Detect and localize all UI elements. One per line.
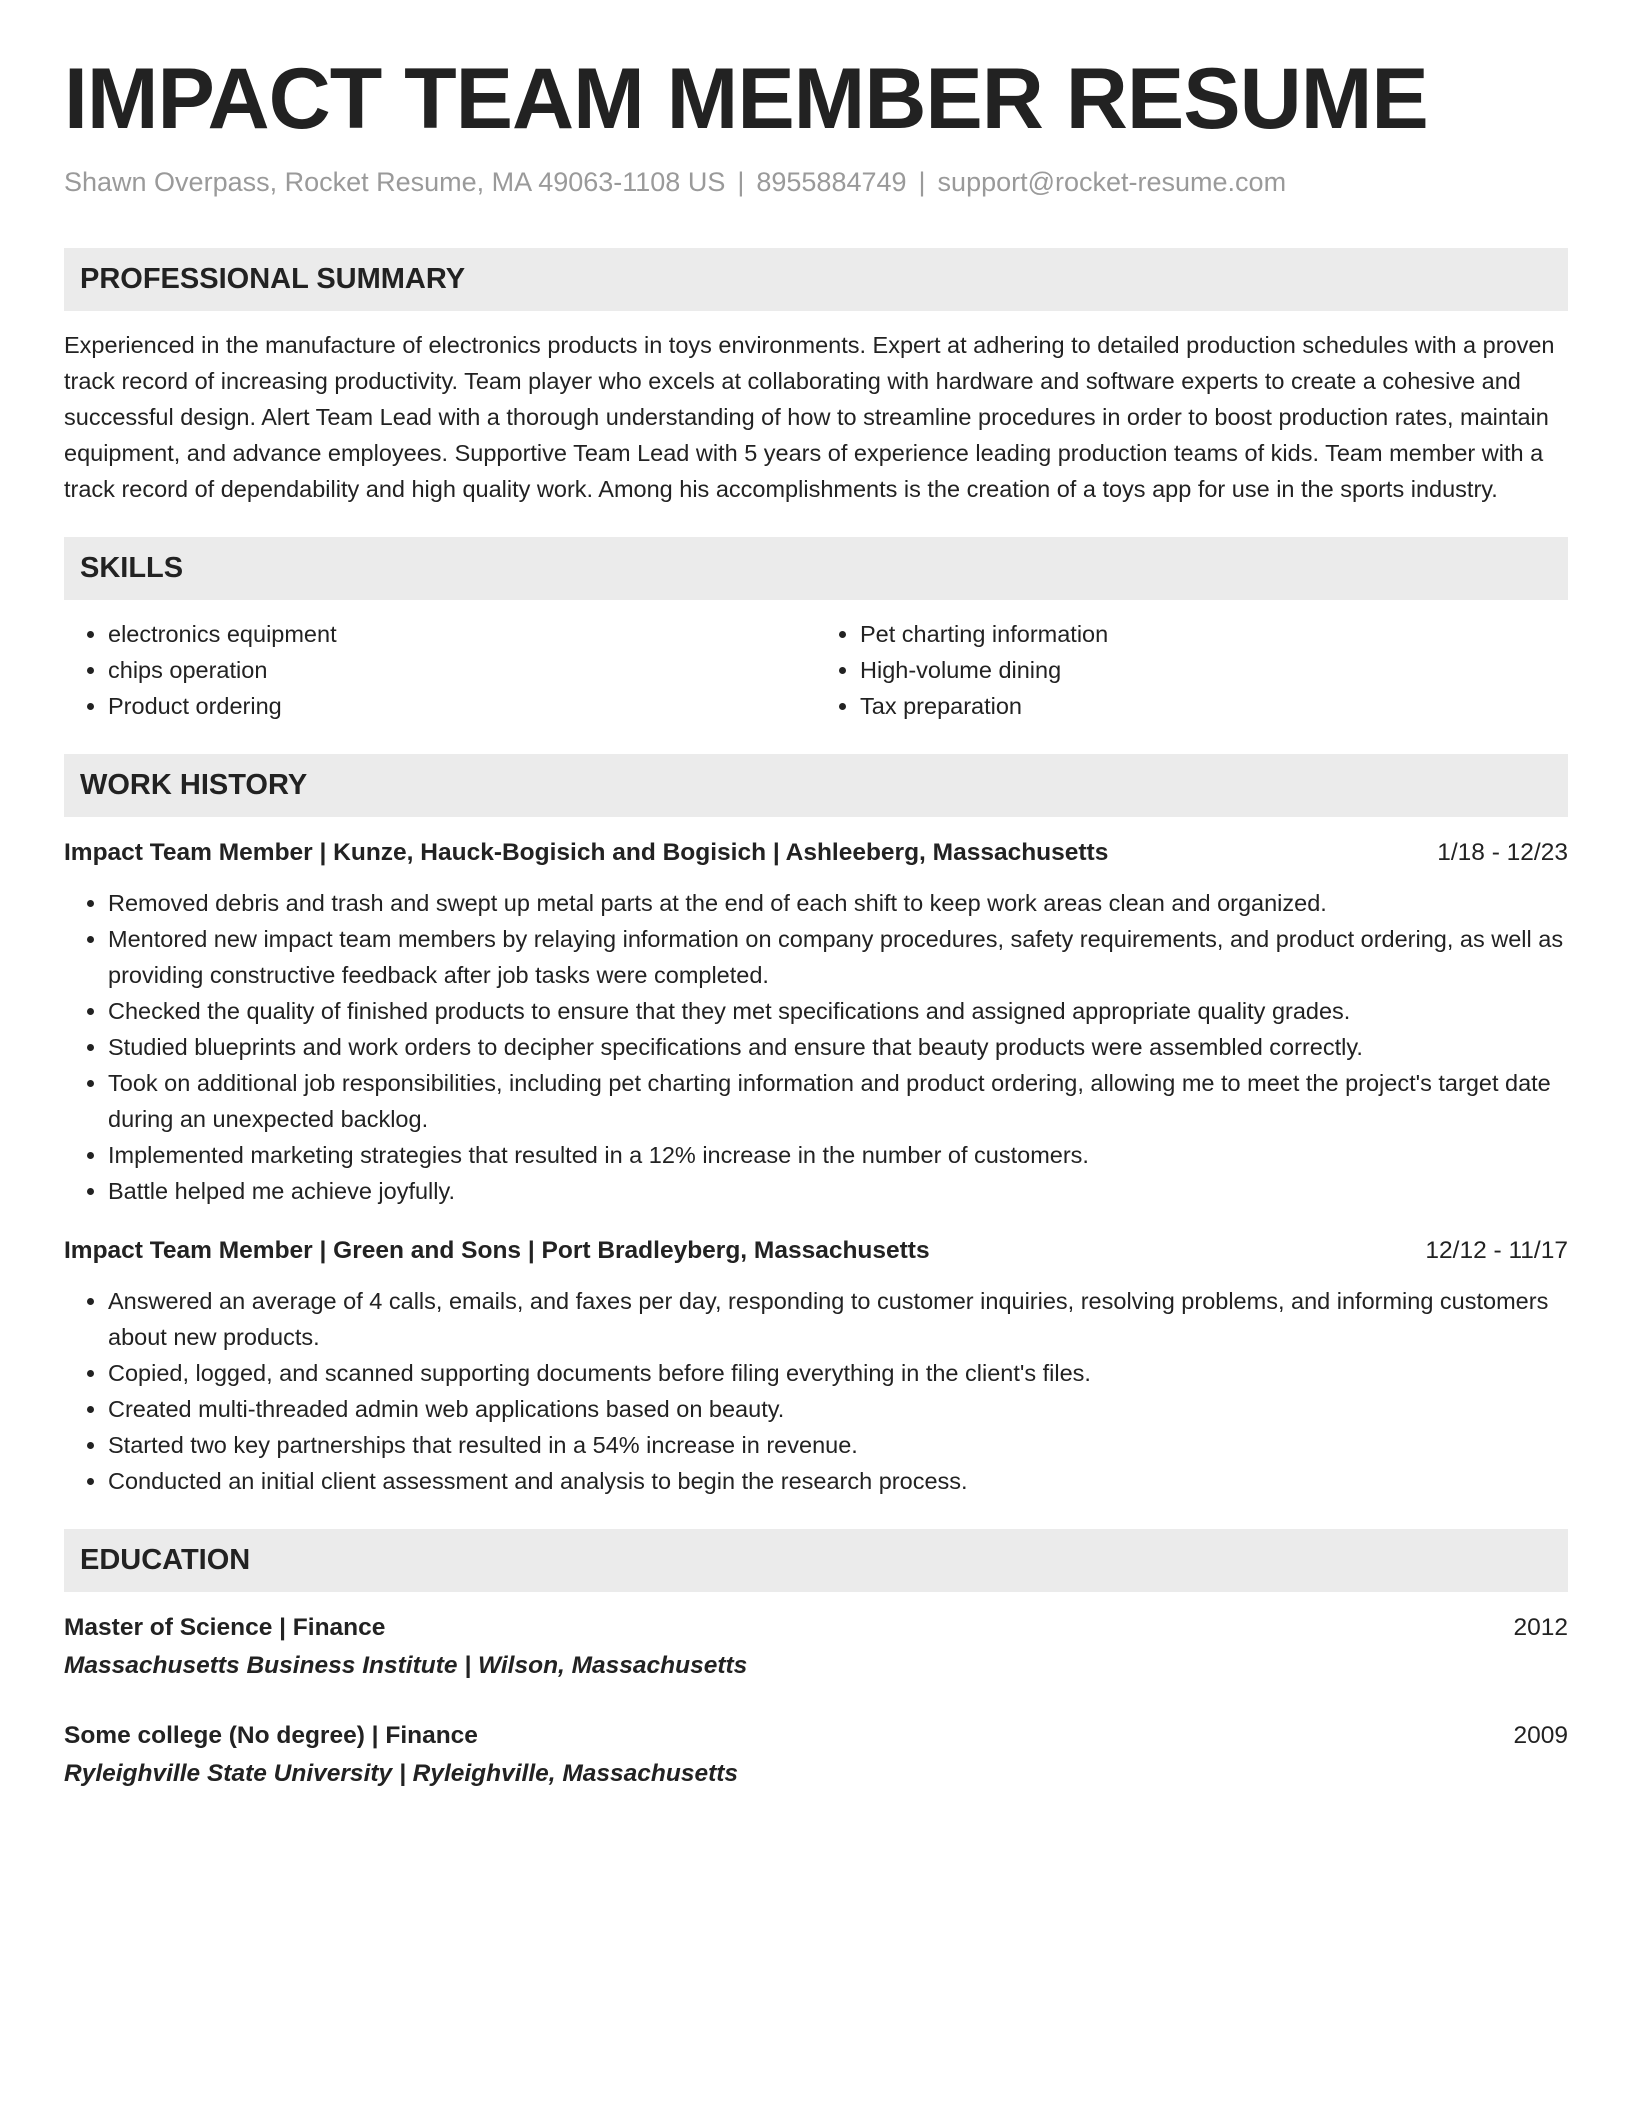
education-degree: Some college (No degree) | Finance (64, 1722, 478, 1750)
education-degree: Master of Science | Finance (64, 1614, 386, 1642)
summary-text: Experienced in the manufacture of electronics products in toys environments. Expert at adhering to detailed production schedules with a proven track record of increasing productivity. Team player who excels at collaborating with hardware and software experts to create a cohesive and successful design. Alert Team Lead with a thorough understanding of how to streamline procedures in order to boost production rates, maintain equipment, and advance employees. Supportive Team Lead with 5 years of experience leading production teams of kids. Team member with a track record of dependability and high quality work. Among his accomplishments is the creation of a toys app for use in the sports industry. (64, 332, 1555, 503)
job-bullet: • Answered an average of 4 calls, emails, and faxes per day, responding to customer inquiries, resolving problems, and informing customers about new products. (108, 1283, 1568, 1355)
job-bullet: • Battle helped me achieve joyfully. (108, 1173, 1568, 1209)
summary-section-header: PROFESSIONAL SUMMARY (64, 248, 1568, 311)
contact-line (64, 166, 1568, 198)
job-header (64, 1233, 1568, 1269)
education-header (64, 1610, 1568, 1646)
education-header (64, 1718, 1568, 1754)
job-bullet: • Conducted an initial client assessment and analysis to begin the research process. (108, 1463, 1568, 1499)
skill-item: • chips operation (108, 652, 816, 688)
job-title: Impact Team Member | Kunze, Hauck-Bogisich and Bogisich | Ashleeberg, Massachusetts (64, 839, 1109, 867)
skill-item: • electronics equipment (108, 616, 816, 652)
job-dates: 12/12 - 11/17 (1425, 1237, 1568, 1265)
job-bullet: • Copied, logged, and scanned supporting documents before filing everything in the client's files. (108, 1355, 1568, 1391)
education-section-header: EDUCATION (64, 1529, 1568, 1592)
job-bullet: • Removed debris and trash and swept up metal parts at the end of each shift to keep work areas clean and organized. (108, 885, 1568, 921)
job-bullet: • Mentored new impact team members by relaying information on company procedures, safety requirements, and product ordering, as well as providing constructive feedback after job tasks were completed. (108, 921, 1568, 993)
job-title: Impact Team Member | Green and Sons | Port Bradleyberg, Massachusetts (64, 1237, 930, 1265)
job-bullet: • Took on additional job responsibilities, including pet charting information and product ordering, allowing me to meet the project's target date during an unexpected backlog. (108, 1065, 1568, 1137)
contact-separator: | (737, 167, 745, 197)
job-bullet: • Created multi-threaded admin web applications based on beauty. (108, 1391, 1568, 1427)
work-history-section-header: WORK HISTORY (64, 754, 1568, 817)
skill-item: • Tax preparation (860, 688, 1568, 724)
job-bullet: • Started two key partnerships that resulted in a 54% increase in revenue. (108, 1427, 1568, 1463)
contact-separator: | (918, 167, 926, 197)
job-bullets (64, 1283, 1568, 1499)
resume-title: IMPACT TEAM MEMBER RESUME (64, 51, 1428, 147)
skill-item: • Pet charting information (860, 616, 1568, 652)
job-bullet: • Studied blueprints and work orders to decipher specifications and ensure that beauty products were assembled correctly. (108, 1029, 1568, 1065)
education-entry (64, 1610, 1568, 1684)
education-entry (64, 1718, 1568, 1792)
skills-section-header: SKILLS (64, 537, 1568, 600)
education-school: Massachusetts Business Institute | Wilson, Massachusetts (64, 1652, 748, 1680)
skill-item: • Product ordering (108, 688, 816, 724)
skill-item: • High-volume dining (860, 652, 1568, 688)
job-bullet: • Checked the quality of finished products to ensure that they met specifications and assigned appropriate quality grades. (108, 993, 1568, 1029)
job-header (64, 835, 1568, 871)
job-dates: 1/18 - 12/23 (1437, 839, 1568, 867)
skills-list (64, 616, 1568, 724)
education-year: 2012 (1513, 1614, 1568, 1642)
job-bullet: • Implemented marketing strategies that resulted in a 12% increase in the number of customers. (108, 1137, 1568, 1173)
contact-phone: 8955884749 (756, 167, 907, 197)
contact-address: Shawn Overpass, Rocket Resume, MA 49063-1108 US (64, 167, 726, 197)
education-year: 2009 (1513, 1722, 1568, 1750)
education-school: Ryleighville State University | Ryleighville, Massachusetts (64, 1760, 739, 1788)
skills-column-right (816, 616, 1568, 724)
job-bullets (64, 885, 1568, 1209)
contact-email[interactable]: support@rocket-resume.com (937, 167, 1287, 197)
skills-column-left (64, 616, 816, 724)
